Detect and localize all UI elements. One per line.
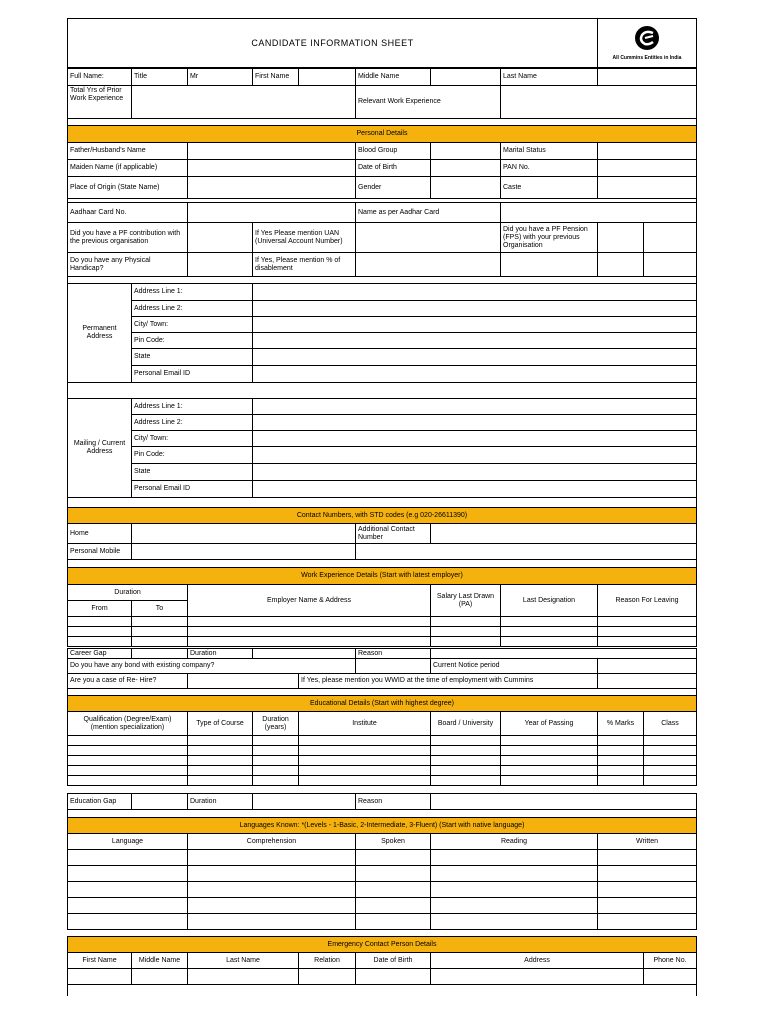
written-col-header: Written: [597, 833, 697, 850]
gender-field[interactable]: [430, 176, 501, 199]
gender-label: Gender: [355, 176, 431, 199]
language-entry-cell[interactable]: [67, 881, 188, 898]
language-entry-cell[interactable]: [67, 913, 188, 930]
mail-pin-label: Pin Code:: [131, 446, 253, 464]
perm-state-field[interactable]: [252, 348, 697, 366]
language-entry-cell[interactable]: [355, 913, 431, 930]
language-entry-cell[interactable]: [597, 865, 697, 882]
full-name-label: Full Name:: [67, 68, 132, 86]
language-entry-cell[interactable]: [187, 849, 356, 866]
work-duration-header: Duration: [67, 584, 188, 601]
caste-field[interactable]: [597, 176, 697, 199]
language-entry-cell[interactable]: [355, 881, 431, 898]
work-entry-cell[interactable]: [597, 636, 697, 647]
title-label: Title: [131, 68, 188, 86]
pf-field[interactable]: [187, 222, 253, 253]
personal-details-header: Personal Details: [67, 125, 697, 143]
middle-name-field[interactable]: [430, 68, 501, 86]
designation-header: Last Designation: [500, 584, 598, 617]
education-gap-label: Education Gap: [67, 793, 132, 810]
language-entry-cell[interactable]: [430, 865, 598, 882]
middle-name-label: Middle Name: [355, 68, 431, 86]
blank-cell: [643, 252, 697, 277]
work-experience-header: Work Experience Details (Start with latest employer): [67, 567, 697, 585]
em-middle-name-header: Middle Name: [131, 952, 188, 969]
permanent-address-label: Permanent Address: [67, 283, 132, 383]
maiden-name-field[interactable]: [187, 159, 356, 177]
logo-box: [597, 18, 697, 68]
caste-label: Caste: [500, 176, 598, 199]
fps-label: Did you have a PF Pension (FPS) with your previous Organisation: [500, 222, 598, 253]
mail-city-field[interactable]: [252, 430, 697, 447]
father-name-field[interactable]: [187, 142, 356, 160]
rehire-field[interactable]: [187, 673, 299, 689]
origin-label: Place of Origin (State Name): [67, 176, 188, 199]
aadhar-name-field[interactable]: [500, 202, 697, 223]
em-phone-header: Phone No.: [643, 952, 697, 969]
aadhaar-label: Aadhaar Card No.: [67, 202, 188, 223]
mail-line2-label: Address Line 2:: [131, 414, 253, 431]
employer-header: Employer Name & Address: [187, 584, 431, 617]
mail-line1-label: Address Line 1:: [131, 398, 253, 415]
edu-gap-duration-label: Duration: [187, 793, 253, 810]
language-entry-cell[interactable]: [430, 897, 598, 914]
education-entry-cell[interactable]: [187, 775, 253, 786]
contact-numbers-header: Contact Numbers, with STD codes (e.g 020-26611390): [67, 507, 697, 524]
pf-label: Did you have a PF contribution with the previous organisation: [67, 222, 188, 253]
handicap-field[interactable]: [187, 252, 253, 277]
perm-email-field[interactable]: [252, 365, 697, 383]
perm-line2-field[interactable]: [252, 300, 697, 317]
language-col-header: Language: [67, 833, 188, 850]
mail-email-label: Personal Email ID: [131, 480, 253, 498]
mobile-field[interactable]: [131, 543, 356, 560]
first-name-label: First Name: [252, 68, 299, 86]
mobile-label: Personal Mobile: [67, 543, 132, 560]
language-entry-cell[interactable]: [355, 849, 431, 866]
perm-pin-field[interactable]: [252, 332, 697, 349]
notice-period-label: Current Notice period: [430, 658, 598, 674]
fps-field[interactable]: [597, 222, 644, 253]
spacer-row: [67, 382, 697, 399]
wwid-label: If Yes, please mention you WWID at the time of employment with Cummins: [298, 673, 598, 689]
table-edge: [696, 984, 697, 996]
reading-col-header: Reading: [430, 833, 598, 850]
origin-field[interactable]: [187, 176, 356, 199]
education-entry-cell[interactable]: [430, 775, 501, 786]
title-value[interactable]: Mr: [187, 68, 253, 86]
em-relation-header: Relation: [298, 952, 356, 969]
table-edge: [67, 984, 68, 996]
institute-header: Institute: [298, 711, 431, 736]
last-name-label: Last Name: [500, 68, 598, 86]
notice-period-field[interactable]: [597, 658, 697, 674]
languages-header: Languages Known: *(Levels - 1-Basic, 2-Intermediate, 3-Fluent) (Start with native language): [67, 817, 697, 834]
work-entry-cell[interactable]: [500, 636, 598, 647]
emergency-entry-cell[interactable]: [187, 968, 299, 985]
work-entry-cell[interactable]: [430, 636, 501, 647]
language-entry-cell[interactable]: [187, 881, 356, 898]
pan-field[interactable]: [597, 159, 697, 177]
mail-state-label: State: [131, 463, 253, 481]
edu-duration-header: Duration (years): [252, 711, 299, 736]
mail-line2-field[interactable]: [252, 414, 697, 431]
language-entry-cell[interactable]: [187, 913, 356, 930]
education-header: Educational Details (Start with highest degree): [67, 695, 697, 712]
maiden-name-label: Maiden Name (if applicable): [67, 159, 188, 177]
comprehension-col-header: Comprehension: [187, 833, 356, 850]
dob-label: Date of Birth: [355, 159, 431, 177]
qualification-header: Qualification (Degree/Exam) (mention specialization): [67, 711, 188, 736]
language-entry-cell[interactable]: [67, 865, 188, 882]
home-phone-field[interactable]: [131, 523, 356, 544]
education-entry-cell[interactable]: [67, 775, 188, 786]
blank-cell: [355, 543, 697, 560]
emergency-contact-header: Emergency Contact Person Details: [67, 936, 697, 953]
education-entry-cell[interactable]: [298, 775, 431, 786]
language-entry-cell[interactable]: [597, 849, 697, 866]
language-entry-cell[interactable]: [67, 849, 188, 866]
rehire-label: Are you a case of Re- Hire?: [67, 673, 188, 689]
sheet-title: CANDIDATE INFORMATION SHEET: [67, 18, 598, 68]
marital-status-field[interactable]: [597, 142, 697, 160]
career-gap-label: Career Gap: [67, 648, 132, 659]
language-entry-cell[interactable]: [355, 865, 431, 882]
mail-line1-field[interactable]: [252, 398, 697, 415]
language-entry-cell[interactable]: [430, 849, 598, 866]
education-entry-cell[interactable]: [643, 775, 697, 786]
mail-pin-field[interactable]: [252, 446, 697, 464]
edu-gap-duration-field[interactable]: [252, 793, 356, 810]
bond-field[interactable]: [355, 658, 431, 674]
emergency-entry-cell[interactable]: [298, 968, 356, 985]
handicap-label: Do you have any Physical Handicap?: [67, 252, 188, 277]
additional-contact-field[interactable]: [430, 523, 697, 544]
last-name-field[interactable]: [597, 68, 697, 86]
language-entry-cell[interactable]: [187, 865, 356, 882]
perm-line1-label: Address Line 1:: [131, 283, 253, 301]
em-first-name-header: First Name: [67, 952, 132, 969]
mail-city-label: City/ Town:: [131, 430, 253, 447]
education-gap-field[interactable]: [131, 793, 188, 810]
first-name-field[interactable]: [298, 68, 356, 86]
course-type-header: Type of Course: [187, 711, 253, 736]
wwid-field[interactable]: [597, 673, 697, 689]
uan-field[interactable]: [355, 222, 501, 253]
work-to-header: To: [131, 600, 188, 617]
home-phone-label: Home: [67, 523, 132, 544]
fps-extra-field[interactable]: [643, 222, 697, 253]
emergency-entry-cell[interactable]: [131, 968, 188, 985]
mail-state-field[interactable]: [252, 463, 697, 481]
em-last-name-header: Last Name: [187, 952, 299, 969]
marks-header: % Marks: [597, 711, 644, 736]
language-entry-cell[interactable]: [187, 897, 356, 914]
uan-label: If Yes Please mention UAN (Universal Account Number): [252, 222, 356, 253]
language-entry-cell[interactable]: [355, 897, 431, 914]
perm-line1-field[interactable]: [252, 283, 697, 301]
aadhar-name-label: Name as per Aadhar Card: [355, 202, 501, 223]
work-entry-cell[interactable]: [187, 636, 431, 647]
perm-city-label: City/ Town:: [131, 316, 253, 333]
work-from-header: From: [67, 600, 132, 617]
em-address-header: Address: [430, 952, 644, 969]
blood-group-field[interactable]: [430, 142, 501, 160]
perm-state-label: State: [131, 348, 253, 366]
em-dob-header: Date of Birth: [355, 952, 431, 969]
perm-line2-label: Address Line 2:: [131, 300, 253, 317]
relevant-experience-label: Relevant Work Experience: [355, 85, 501, 119]
cummins-logo-icon: [634, 25, 660, 51]
blood-group-label: Blood Group: [355, 142, 431, 160]
spoken-col-header: Spoken: [355, 833, 431, 850]
perm-email-label: Personal Email ID: [131, 365, 253, 383]
total-experience-field[interactable]: [131, 85, 356, 119]
emergency-entry-cell[interactable]: [67, 968, 132, 985]
pan-label: PAN No.: [500, 159, 598, 177]
logo-caption: All Cummins Entities in India: [612, 54, 682, 61]
work-entry-cell[interactable]: [131, 636, 188, 647]
education-entry-cell[interactable]: [252, 775, 299, 786]
bond-label: Do you have any bond with existing company?: [67, 658, 356, 674]
language-entry-cell[interactable]: [430, 913, 598, 930]
emergency-entry-cell[interactable]: [430, 968, 644, 985]
language-entry-cell[interactable]: [597, 881, 697, 898]
reason-leaving-header: Reason For Leaving: [597, 584, 697, 617]
board-header: Board / University: [430, 711, 501, 736]
marital-status-label: Marital Status: [500, 142, 598, 160]
edu-gap-reason-field[interactable]: [430, 793, 697, 810]
father-name-label: Father/Husband's Name: [67, 142, 188, 160]
perm-city-field[interactable]: [252, 316, 697, 333]
blank-cell: [597, 252, 644, 277]
edu-gap-reason-label: Reason: [355, 793, 431, 810]
career-gap-duration-label: Duration: [187, 648, 253, 659]
work-entry-cell[interactable]: [67, 636, 132, 647]
salary-header: Salary Last Drawn (PA): [430, 584, 501, 617]
mail-email-field[interactable]: [252, 480, 697, 498]
dob-field[interactable]: [430, 159, 501, 177]
year-passing-header: Year of Passing: [500, 711, 598, 736]
career-gap-reason-label: Reason: [355, 648, 431, 659]
language-entry-cell[interactable]: [597, 897, 697, 914]
disablement-field[interactable]: [355, 252, 501, 277]
aadhaar-field[interactable]: [187, 202, 356, 223]
relevant-experience-field[interactable]: [500, 85, 697, 119]
language-entry-cell[interactable]: [67, 897, 188, 914]
disablement-label: If Yes, Please mention % of disablement: [252, 252, 356, 277]
mailing-address-label: Mailing / Current Address: [67, 398, 132, 498]
education-entry-cell[interactable]: [597, 775, 644, 786]
class-header: Class: [643, 711, 697, 736]
emergency-entry-cell[interactable]: [643, 968, 697, 985]
additional-contact-label: Additional Contact Number: [355, 523, 431, 544]
blank-cell: [500, 252, 598, 277]
language-entry-cell[interactable]: [597, 913, 697, 930]
emergency-entry-cell[interactable]: [355, 968, 431, 985]
education-entry-cell[interactable]: [500, 775, 598, 786]
language-entry-cell[interactable]: [430, 881, 598, 898]
total-experience-label: Total Yrs of Prior Work Experience: [67, 85, 132, 119]
perm-pin-label: Pin Code:: [131, 332, 253, 349]
